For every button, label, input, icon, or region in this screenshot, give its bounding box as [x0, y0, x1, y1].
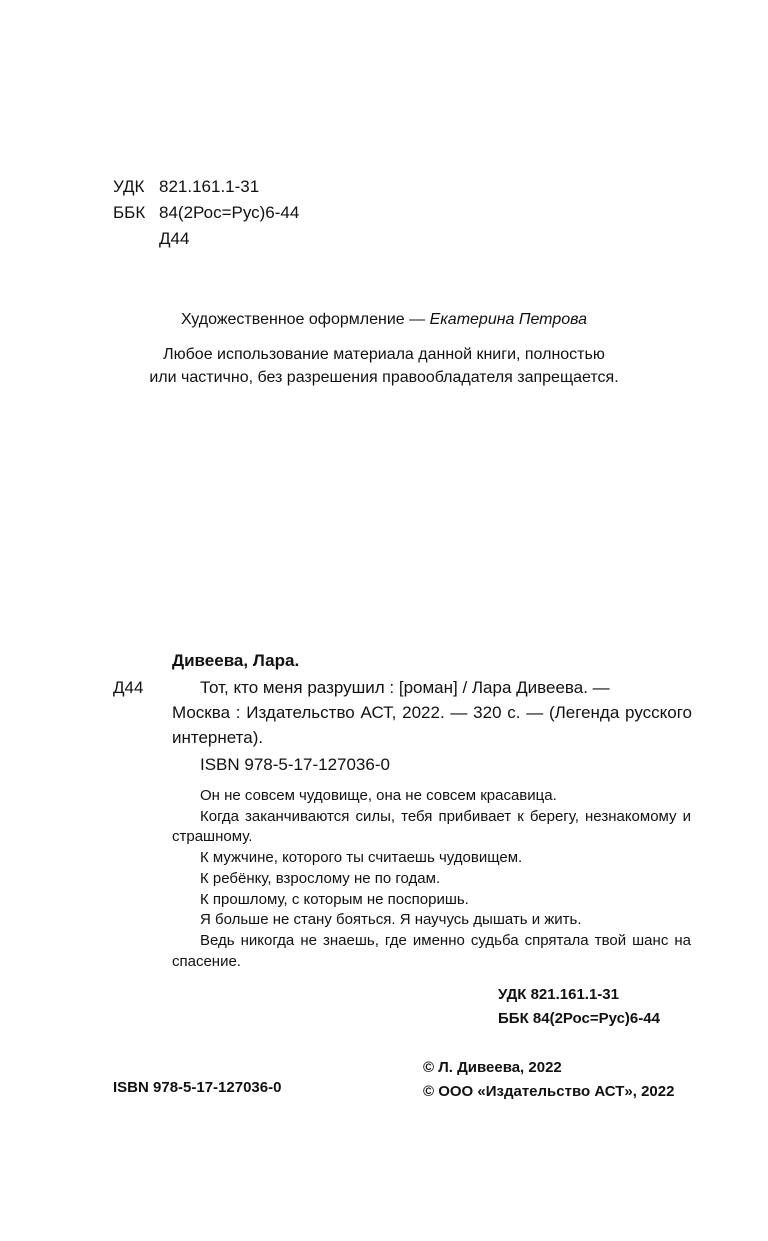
bbk-row: [113, 200, 299, 226]
annotation-paragraph: Ведь никогда не знаешь, где именно судьба спрятала твой шанс на спасение.: [172, 931, 691, 970]
rights-line-2: или частично, без разрешения правообладателя запрещается.: [149, 369, 619, 386]
udk-label: УДК: [113, 177, 145, 196]
rights-notice: [0, 343, 768, 389]
rights-line-1: Любое использование материала данной книги, полностью: [163, 346, 605, 363]
bottom-bbk: ББК 84(2Рос=Рус)6-44: [498, 1010, 660, 1027]
catalog-description: [172, 675, 692, 750]
annotation: [172, 786, 691, 972]
catalog-description-line1: Тот, кто меня разрушил : [роман] / Лара Дивеева. —: [200, 678, 610, 697]
catalog-isbn: ISBN 978-5-17-127036-0: [200, 755, 390, 774]
catalog-author: Дивеева, Лара.: [172, 651, 300, 670]
annotation-paragraph: Он не совсем чудовище, она не совсем красавица.: [200, 787, 557, 804]
classification-codes: [113, 174, 299, 252]
annotation-paragraph: К ребёнку, взрослому не по годам.: [200, 869, 441, 887]
annotation-paragraph: К прошлому, с которым не поспоришь.: [200, 890, 469, 908]
catalog-code: Д44: [113, 678, 144, 697]
credit-name: Екатерина Петрова: [429, 311, 588, 328]
bottom-classification: [498, 983, 660, 1031]
annotation-paragraph: Я больше не стану бояться. Я научусь дышать и жить.: [200, 911, 582, 929]
bbk-label: ББК: [113, 203, 146, 222]
credit-role: Художественное оформление —: [180, 311, 426, 328]
author-mark: Д44: [159, 229, 190, 248]
udk-row: [113, 174, 299, 200]
catalog-description-rest: Москва : Издательство АСТ, 2022. — 320 с. — (Легенда русского интернета).: [172, 703, 692, 747]
copyright-author: © Л. Дивеева, 2022: [423, 1059, 562, 1076]
udk-value: 821.161.1-31: [159, 177, 260, 196]
bottom-isbn: ISBN 978-5-17-127036-0: [113, 1079, 282, 1096]
annotation-paragraph: Когда заканчиваются силы, тебя прибивает к берегу, незнакомому и страшному.: [172, 807, 691, 846]
bbk-value: 84(2Рос=Рус)6-44: [159, 203, 300, 222]
copyright-publisher: © ООО «Издательство АСТ», 2022: [423, 1083, 675, 1100]
copyright-block: [423, 1056, 674, 1104]
annotation-paragraph: К мужчине, которого ты считаешь чудовищем.: [200, 849, 523, 867]
design-credit: [0, 311, 768, 329]
bottom-udk: УДК 821.161.1-31: [498, 986, 619, 1003]
